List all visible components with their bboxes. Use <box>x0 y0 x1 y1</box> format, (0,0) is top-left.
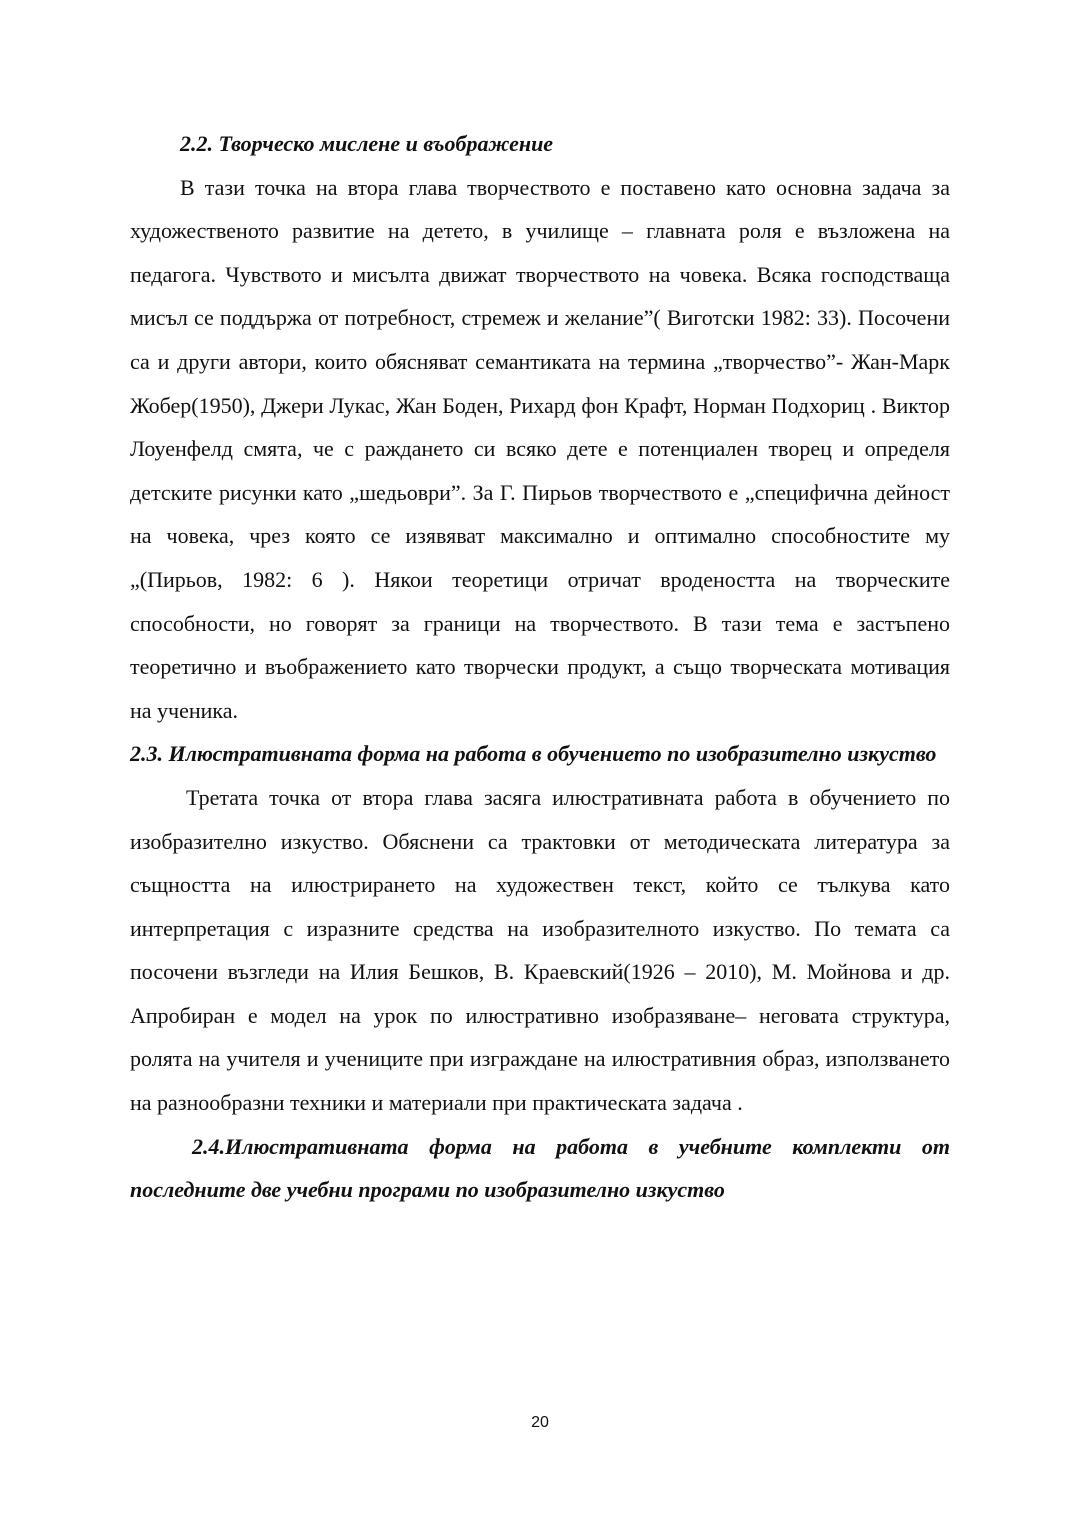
section-paragraph-2-3: Третата точка от втора глава засяга илюстративната работа в обучението по изобразително изкуство. Обяснени са трактовки от методическата литература за същността на илюстрирането на художествен текст, който се тълкува като интерпретация с изразните средства на изобразителното изкуство. По темата са посочени възгледи на Илия Бешков, В. Краевский(1926 – 2010), М. Мойнова и др. Апробиран е модел на урок по илюстративно изобразяване– неговата структура, ролята на учителя и учениците при изграждане на илюстративния образ, използването на разнообразни техники и материали при практическата задача . <box>130 784 950 1116</box>
page-content <box>130 122 950 1212</box>
page-number: 20 <box>531 1414 549 1431</box>
section-heading-2-3: 2.3. Илюстративната форма на работа в обучението по изобразително изкуство <box>130 741 937 767</box>
section-heading-2-4: 2.4.Илюстративната форма на работа в учебните комплекти от последните две учебни програми по изобразително изкуство <box>130 1133 950 1203</box>
section-heading-2-2: 2.2. Творческо мислене и въображение <box>180 131 554 156</box>
section-paragraph-2-2: В тази точка на втора глава творчеството е поставено като основна задача за художественото развитие на детето, в училище – главната роля е възложена на педагога. Чувството и мисълта движат творчеството на човека. Всяка господстваща мисъл се поддържа от потребност, стремеж и желание”( Виготски 1982: 33). Посочени са и други автори, които обясняват семантиката на термина „творчество”- Жан-Марк Жобер(1950), Джери Лукас, Жан Боден, Рихард фон Крафт, Норман Подхориц . Виктор Лоуенфелд смята, че с раждането си всяко дете е потенциален творец и определя детските рисунки като „шедьоври”. За Г. Пирьов творчеството е „специфична дейност на човека, чрез която се изявяват максимално и оптимално способностите му „(Пирьов, 1982: 6 ). Някои теоретици отричат вродеността на творческите способности, но говорят за граници на творчеството. В тази тема е застъпено теоретично и въображението като творчески продукт, а също творческата мотивация на ученика. <box>130 174 950 723</box>
